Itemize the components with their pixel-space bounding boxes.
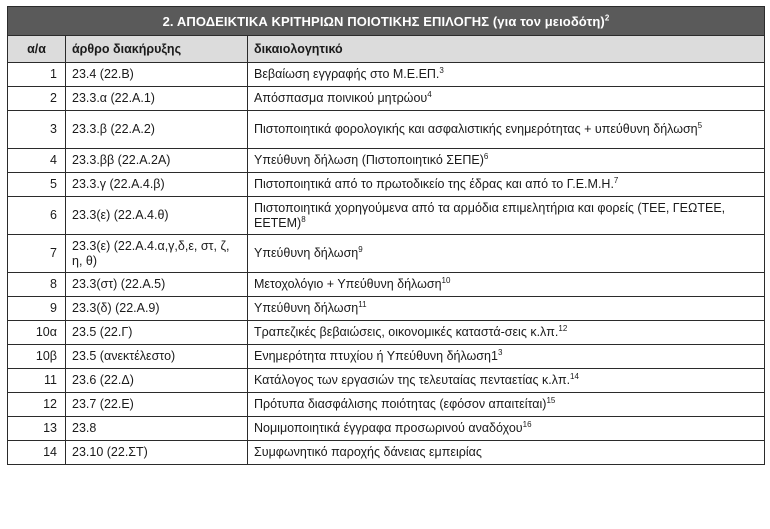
row-article: 23.8 bbox=[66, 417, 248, 441]
row-article: 23.10 (22.ΣΤ) bbox=[66, 441, 248, 465]
row-footnote: 5 bbox=[697, 120, 703, 130]
row-number: 9 bbox=[8, 297, 66, 321]
row-number: 2 bbox=[8, 87, 66, 111]
table-row bbox=[8, 345, 765, 369]
row-document-text: Πιστοποιητικά φορολογικής και ασφαλιστικής ενημερότητας + υπεύθυνη δήλωση bbox=[254, 122, 698, 136]
row-number: 3 bbox=[8, 111, 66, 149]
table-title-note: (για τον μειοδότη) bbox=[492, 13, 605, 29]
table-row bbox=[8, 369, 765, 393]
row-article: 23.6 (22.Δ) bbox=[66, 369, 248, 393]
row-number: 7 bbox=[8, 235, 66, 273]
row-document-text: Απόσπασμα ποινικού μητρώου bbox=[254, 91, 428, 105]
row-document-text: Υπεύθυνη δήλωση (Πιστοποιητικό ΣΕΠΕ) bbox=[254, 153, 484, 167]
row-document bbox=[248, 63, 765, 87]
row-document-text: Νομιμοποιητικά έγγραφα προσωρινού αναδόχου bbox=[254, 421, 523, 435]
criteria-table bbox=[7, 6, 765, 465]
row-footnote: 14 bbox=[570, 371, 579, 381]
row-number: 8 bbox=[8, 273, 66, 297]
row-document-text: Συμφωνητικό παροχής δάνειας εμπειρίας bbox=[254, 445, 482, 459]
row-footnote: 4 bbox=[427, 89, 432, 99]
row-document-text: Τραπεζικές βεβαιώσεις, οικονομικές καταστά-σεις κ.λπ. bbox=[254, 325, 559, 339]
table-row bbox=[8, 63, 765, 87]
row-footnote: 15 bbox=[546, 395, 556, 405]
table-title-row bbox=[8, 7, 765, 36]
row-footnote: 6 bbox=[483, 151, 489, 161]
row-footnote: 3 bbox=[497, 347, 503, 357]
header-document: δικαιολογητικό bbox=[248, 36, 765, 63]
table-row bbox=[8, 393, 765, 417]
row-document bbox=[248, 149, 765, 173]
row-document-text: Πιστοποιητικά από το πρωτοδικείο της έδρας και από το Γ.Ε.Μ.Η. bbox=[254, 177, 614, 191]
row-document bbox=[248, 297, 765, 321]
row-article: 23.3.ββ (22.Α.2Α) bbox=[66, 149, 248, 173]
row-document-text: Ενημερότητα πτυχίου ή Υπεύθυνη δήλωση1 bbox=[254, 349, 498, 363]
table-row bbox=[8, 273, 765, 297]
row-article: 23.3(ε) (22.Α.4.θ) bbox=[66, 197, 248, 235]
row-document bbox=[248, 197, 765, 235]
row-number: 12 bbox=[8, 393, 66, 417]
row-document bbox=[248, 441, 765, 465]
row-article: 23.3(δ) (22.Α.9) bbox=[66, 297, 248, 321]
row-document bbox=[248, 321, 765, 345]
table-row bbox=[8, 235, 765, 273]
row-footnote: 9 bbox=[358, 244, 363, 254]
row-article: 23.3(στ) (22.Α.5) bbox=[66, 273, 248, 297]
row-article: 23.7 (22.Ε) bbox=[66, 393, 248, 417]
row-footnote: 10 bbox=[441, 275, 451, 285]
table-row bbox=[8, 417, 765, 441]
table-title-text: 2. ΑΠΟΔΕΙΚΤΙΚΑ ΚΡΙΤΗΡΙΩΝ ΠΟΙΟΤΙΚΗΣ ΕΠΙΛΟΓΗΣ bbox=[162, 13, 490, 29]
row-footnote: 12 bbox=[558, 323, 568, 333]
row-document bbox=[248, 111, 765, 149]
row-article: 23.3(ε) (22.Α.4.α,γ,δ,ε, στ, ζ, η, θ) bbox=[66, 235, 248, 273]
row-document-text: Πρότυπα διασφάλισης ποιότητας (εφόσον απαιτείται) bbox=[254, 397, 547, 411]
table-title bbox=[8, 7, 765, 36]
row-document bbox=[248, 273, 765, 297]
row-document bbox=[248, 235, 765, 273]
row-article: 23.3.β (22.Α.2) bbox=[66, 111, 248, 149]
row-document-text: Μετοχολόγιο + Υπεύθυνη δήλωση bbox=[254, 277, 442, 291]
row-document bbox=[248, 173, 765, 197]
table-row bbox=[8, 173, 765, 197]
table-body bbox=[8, 63, 765, 465]
row-number: 10β bbox=[8, 345, 66, 369]
row-footnote: 11 bbox=[358, 299, 367, 309]
row-number: 11 bbox=[8, 369, 66, 393]
row-document bbox=[248, 393, 765, 417]
row-footnote: 8 bbox=[301, 214, 306, 224]
table-row bbox=[8, 321, 765, 345]
table-row bbox=[8, 441, 765, 465]
table-row bbox=[8, 111, 765, 149]
header-number: α/α bbox=[8, 36, 66, 63]
table-row bbox=[8, 149, 765, 173]
row-number: 5 bbox=[8, 173, 66, 197]
row-footnote: 3 bbox=[439, 65, 444, 75]
row-article: 23.5 (ανεκτέλεστο) bbox=[66, 345, 248, 369]
row-article: 23.4 (22.Β) bbox=[66, 63, 248, 87]
header-article: άρθρο διακήρυξης bbox=[66, 36, 248, 63]
row-article: 23.3.α (22.Α.1) bbox=[66, 87, 248, 111]
row-document bbox=[248, 345, 765, 369]
row-number: 14 bbox=[8, 441, 66, 465]
row-number: 13 bbox=[8, 417, 66, 441]
row-document-text: Πιστοποιητικά χορηγούμενα από τα αρμόδια επιμελητήρια και φορείς (ΤΕΕ, ΓΕΩΤΕΕ, ΕΕΤΕΜ) bbox=[254, 200, 726, 230]
row-article: 23.5 (22.Γ) bbox=[66, 321, 248, 345]
row-document-text: Υπεύθυνη δήλωση bbox=[254, 246, 359, 260]
row-footnote: 7 bbox=[613, 175, 619, 185]
row-footnote: 16 bbox=[522, 419, 532, 429]
row-document-text: Κατάλογος των εργασιών της τελευταίας πενταετίας κ.λπ. bbox=[254, 373, 571, 387]
row-number: 1 bbox=[8, 63, 66, 87]
table-row bbox=[8, 297, 765, 321]
table-row bbox=[8, 87, 765, 111]
row-document bbox=[248, 369, 765, 393]
table-header-row bbox=[8, 36, 765, 63]
row-document-text: Βεβαίωση εγγραφής στο Μ.Ε.ΕΠ. bbox=[254, 67, 440, 81]
table-title-footnote: 2 bbox=[604, 13, 610, 23]
row-document-text: Υπεύθυνη δήλωση bbox=[254, 301, 359, 315]
row-number: 4 bbox=[8, 149, 66, 173]
table-row bbox=[8, 197, 765, 235]
row-article: 23.3.γ (22.Α.4.β) bbox=[66, 173, 248, 197]
row-number: 10α bbox=[8, 321, 66, 345]
row-document bbox=[248, 417, 765, 441]
row-number: 6 bbox=[8, 197, 66, 235]
criteria-table-wrapper bbox=[7, 6, 764, 465]
row-document bbox=[248, 87, 765, 111]
